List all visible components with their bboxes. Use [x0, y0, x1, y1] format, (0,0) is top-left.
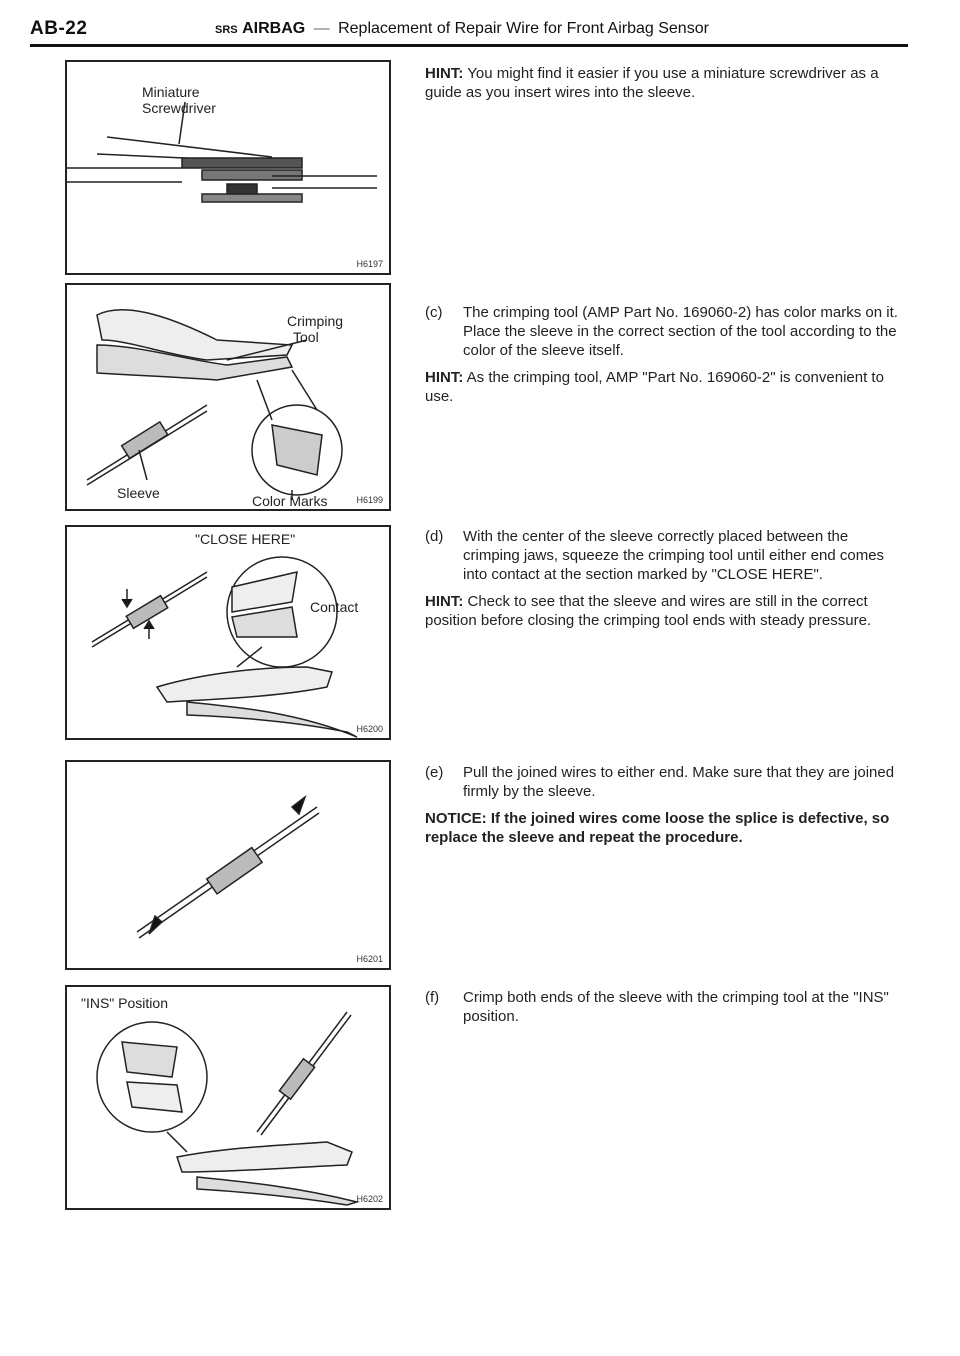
hint-text: As the crimping tool, AMP "Part No. 169060-2" is convenient to use.	[425, 369, 884, 405]
header-rule	[30, 44, 908, 47]
label-ins-position: "INS" Position	[81, 995, 168, 1011]
section-prefix: SRS	[215, 24, 238, 36]
step-d-hint	[425, 592, 900, 630]
label-color-marks: Color Marks	[252, 493, 328, 509]
figure-close-here	[65, 525, 391, 740]
step-c-hint	[425, 368, 900, 406]
label-contact: Contact	[310, 599, 359, 615]
figure-code: H6199	[356, 495, 383, 505]
step-c-body	[425, 303, 900, 360]
notice-text: If the joined wires come loose the splice is defective, so replace the sleeve and repeat the procedure.	[425, 810, 890, 846]
step-letter: (d)	[425, 528, 444, 545]
step-f	[425, 988, 900, 1026]
step-text: Crimp both ends of the sleeve with the crimping tool at the "INS" position.	[463, 989, 889, 1025]
step-text: The crimping tool (AMP Part No. 169060-2) has color marks on it. Place the sleeve in the correct section of the tool according to the color of the sleeve itself.	[463, 304, 898, 359]
figure-crimping-tool	[65, 283, 391, 511]
page-number: AB-22	[30, 18, 88, 39]
notice-label: NOTICE:	[425, 810, 487, 827]
step-e-notice	[425, 809, 900, 847]
label-sleeve: Sleeve	[117, 485, 160, 501]
label-miniature: Miniature	[142, 84, 200, 100]
hint-text: You might find it easier if you use a miniature screwdriver as a guide as you insert wires into the sleeve.	[425, 65, 879, 101]
step-text: Pull the joined wires to either end. Make sure that they are joined firmly by the sleeve.	[463, 764, 895, 800]
hint-text: Check to see that the sleeve and wires are still in the correct position before closing the crimping tool ends with steady pressure.	[425, 593, 872, 629]
label-crimping: Crimping	[287, 313, 344, 329]
step-d	[425, 527, 900, 630]
step-e	[425, 763, 900, 847]
step-e-body	[425, 763, 900, 801]
figure-code: H6197	[356, 259, 383, 269]
step-d-body	[425, 527, 900, 584]
title-separator: —	[313, 20, 330, 37]
step-letter: (e)	[425, 764, 444, 781]
figure-miniature-screwdriver	[65, 60, 391, 275]
screwdriver-illustration	[67, 62, 389, 273]
section-name: AIRBAG	[242, 20, 306, 37]
header-title	[215, 20, 709, 38]
page-title: Replacement of Repair Wire for Front Airbag Sensor	[338, 20, 709, 37]
pull-wires-illustration	[67, 762, 389, 968]
hint-label: HINT:	[425, 369, 464, 386]
step-f-body	[425, 988, 900, 1026]
figure-code: H6202	[356, 1194, 383, 1204]
label-tool: Tool	[293, 329, 319, 345]
step-c	[425, 303, 900, 406]
figure-code: H6200	[356, 724, 383, 734]
step-letter: (c)	[425, 304, 443, 321]
figure-ins-position	[65, 985, 391, 1210]
close-here-illustration	[67, 527, 389, 738]
hint-label: HINT:	[425, 593, 464, 610]
label-screwdriver: Screwdriver	[142, 100, 216, 116]
figure-pull-wires	[65, 760, 391, 970]
hint-label: HINT:	[425, 65, 464, 82]
hint-screwdriver	[425, 64, 900, 102]
ins-position-illustration	[67, 987, 389, 1208]
step-text: With the center of the sleeve correctly placed between the crimping jaws, squeeze the crimping tool until either end comes into contact at the section marked by "CLOSE HERE".	[463, 528, 885, 583]
figure-code: H6201	[356, 954, 383, 964]
label-close-here: "CLOSE HERE"	[195, 531, 296, 547]
step-letter: (f)	[425, 989, 440, 1006]
